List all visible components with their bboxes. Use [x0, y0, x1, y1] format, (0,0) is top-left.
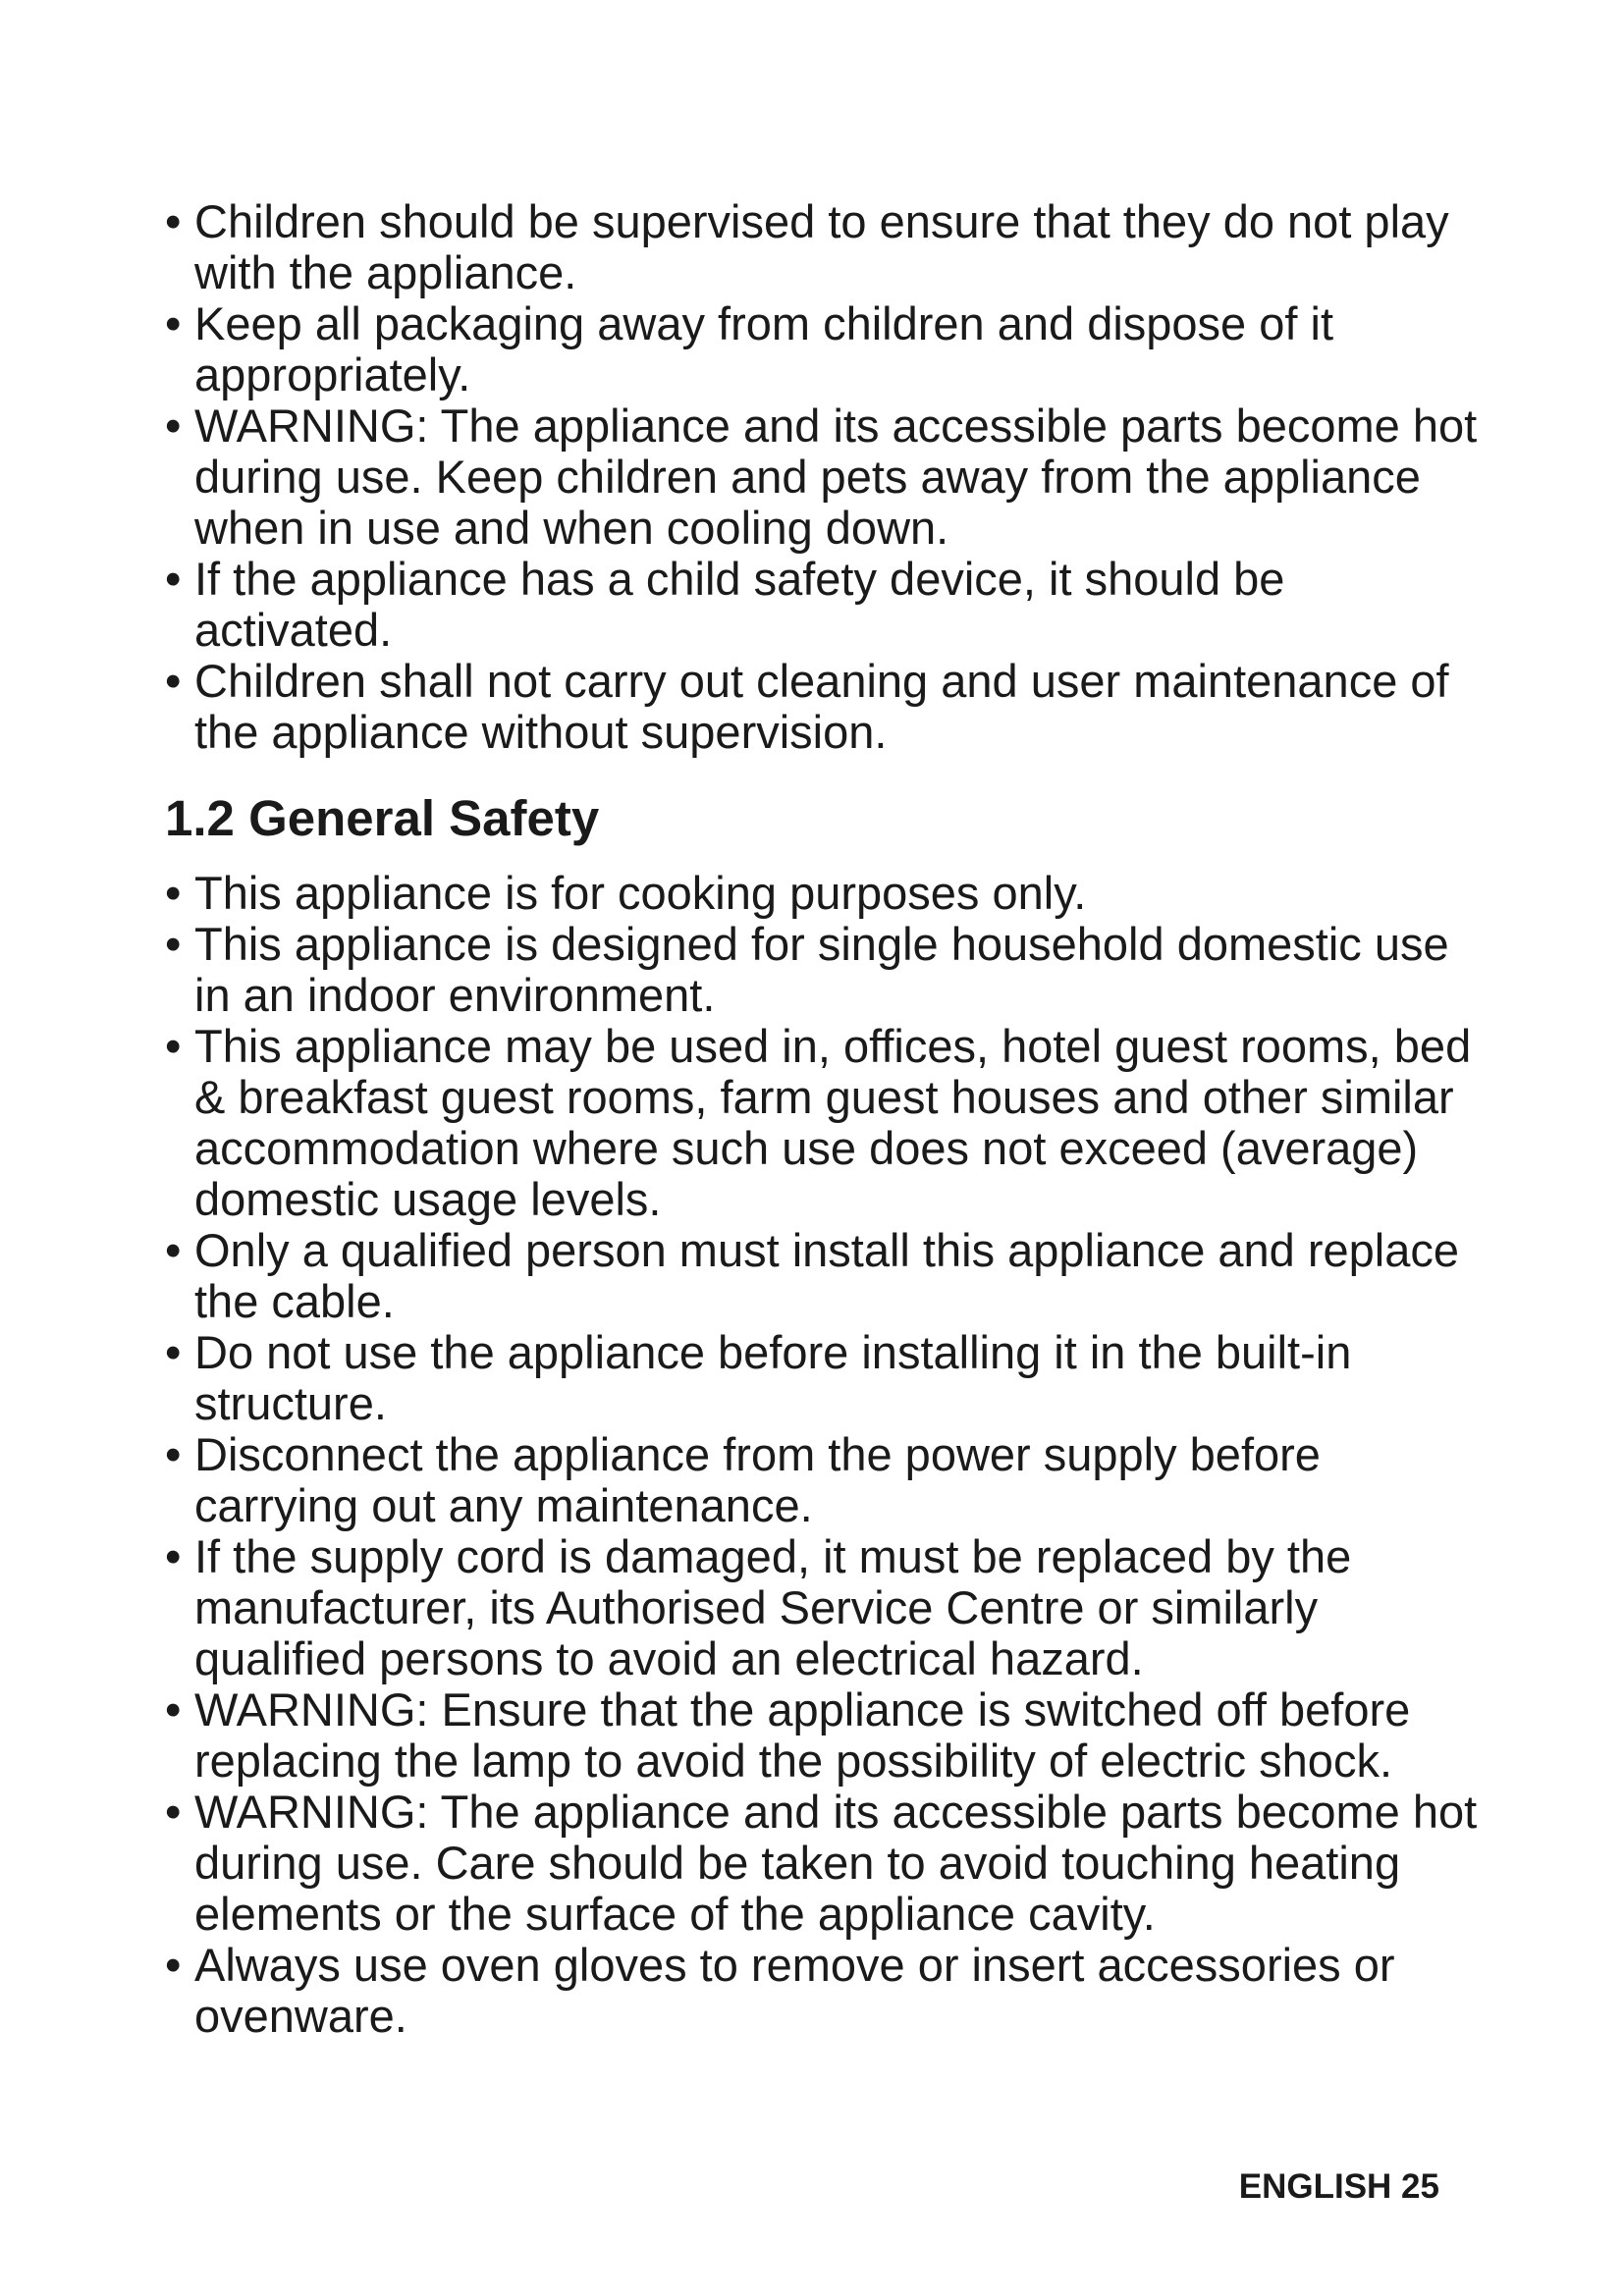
list-item [165, 196, 1481, 298]
bullet-icon: • [165, 1020, 182, 1072]
bullet-icon: • [165, 655, 182, 707]
list-item-text: Children should be supervised to ensure that they do not play with the appliance. [194, 195, 1449, 298]
list-item-text: Always use oven gloves to remove or insert accessories or ovenware. [194, 1939, 1395, 2042]
list-item-text: Do not use the appliance before installing it in the built-in structure. [194, 1326, 1352, 1429]
list-item-text: If the supply cord is damaged, it must be replaced by the manufacturer, its Authorised Service Centre or similarly qualified persons to avoid an electrical hazard. [194, 1530, 1352, 1684]
bullet-icon: • [165, 918, 182, 970]
list-item [165, 656, 1481, 758]
bullet-icon: • [165, 867, 182, 919]
list-item [165, 400, 1481, 554]
list-item [165, 298, 1481, 400]
list-item [165, 1531, 1481, 1684]
general-safety-list [165, 868, 1481, 2042]
list-item [165, 1787, 1481, 1940]
list-item [165, 868, 1481, 919]
list-item-text: WARNING: The appliance and its accessible parts become hot during use. Keep children and pets away from the appliance when in use and when cooling down. [194, 400, 1478, 554]
bullet-icon: • [165, 553, 182, 605]
bullet-icon: • [165, 297, 182, 349]
list-item [165, 1684, 1481, 1787]
section-heading: 1.2 General Safety [165, 790, 600, 846]
child-safety-list [165, 196, 1481, 758]
list-item-text: This appliance is for cooking purposes only. [194, 867, 1087, 919]
bullet-icon: • [165, 1428, 182, 1480]
list-item-text: WARNING: Ensure that the appliance is switched off before replacing the lamp to avoid the possibility of electric shock. [194, 1683, 1411, 1787]
list-item-text: Keep all packaging away from children and dispose of it appropriately. [194, 297, 1334, 400]
list-item [165, 554, 1481, 656]
list-item-text: Only a qualified person must install this appliance and replace the cable. [194, 1224, 1460, 1327]
list-item-text: Disconnect the appliance from the power supply before carrying out any maintenance. [194, 1428, 1321, 1531]
bullet-icon: • [165, 195, 182, 247]
page-footer-label: ENGLISH 25 [1238, 2167, 1439, 2206]
list-item [165, 1327, 1481, 1429]
bullet-icon: • [165, 1530, 182, 1582]
list-item [165, 919, 1481, 1021]
bullet-icon: • [165, 1939, 182, 1991]
list-item-text: This appliance is designed for single household domestic use in an indoor environment. [194, 918, 1449, 1021]
list-item [165, 1940, 1481, 2042]
list-item-text: This appliance may be used in, offices, hotel guest rooms, bed & breakfast guest rooms, farm guest houses and other similar accommodation where such use does not exceed (average) domestic usage levels. [194, 1020, 1472, 1225]
bullet-icon: • [165, 1786, 182, 1838]
bullet-icon: • [165, 1326, 182, 1378]
bullet-icon: • [165, 1683, 182, 1735]
list-item-text: Children shall not carry out cleaning and user maintenance of the appliance without supervision. [194, 655, 1449, 758]
list-item [165, 1021, 1481, 1225]
bullet-icon: • [165, 400, 182, 452]
list-item [165, 1225, 1481, 1327]
list-item [165, 1429, 1481, 1531]
list-item-text: If the appliance has a child safety device, it should be activated. [194, 553, 1285, 656]
bullet-icon: • [165, 1224, 182, 1276]
list-item-text: WARNING: The appliance and its accessible parts become hot during use. Care should be taken to avoid touching heating elements or the surface of the appliance cavity. [194, 1786, 1478, 1940]
